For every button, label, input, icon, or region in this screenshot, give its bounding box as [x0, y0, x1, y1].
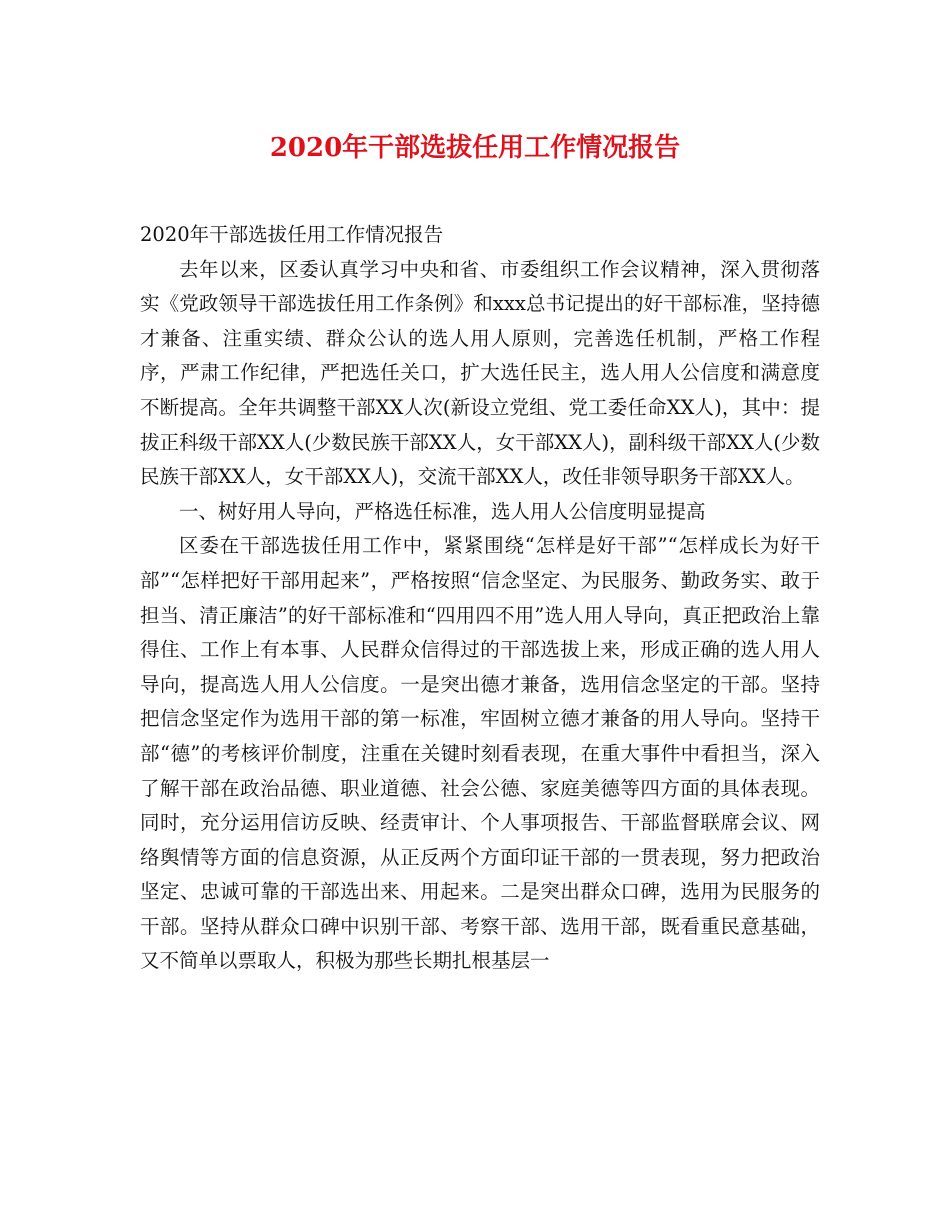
paragraph-intro: 去年以来，区委认真学习中央和省、市委组织工作会议精神，深入贯彻落实《党政领导干部选拔任用工作条例》和xxx总书记提出的好干部标准，坚持德才兼备、注重实绩、群众公认的选人用人原则，完善选任机制，严格工作程序，严肃工作纪律，严把选任关口，扩大选任民主，选人用人公信度和满意度不断提高。全年共调整干部XX人次(新设立党组、党工委任命XX人)，其中：提拔正科级干部XX人(少数民族干部XX人，女干部XX人)，副科级干部XX人(少数民族干部XX人，女干部XX人)，交流干部XX人，改任非领导职务干部XX人。 — [140, 257, 820, 489]
body-heading: 2020年干部选拔任用工作情况报告 — [140, 223, 444, 246]
section-heading-1: 一、树好用人导向，严格选任标准，选人用人公信度明显提高 — [179, 499, 706, 523]
paragraph-section-1: 区委在干部选拔任用工作中，紧紧围绕“怎样是好干部”“怎样成长为好干部”“怎样把好干部用起来”，严格按照“信念坚定、为民服务、勤政务实、敢于担当、清正廉洁”的好干部标准和“四用四不用”选人用人导向，真正把政治上靠得住、工作上有本事、人民群众信得过的干部选拔上来，形成正确的选人用人导向，提高选人用人公信度。一是突出德才兼备，选用信念坚定的干部。坚持把信念坚定作为选用干部的第一标准，牢固树立德才兼备的用人导向。坚持干部“德”的考核评价制度，注重在关键时刻看表现，在重大事件中看担当，深入了解干部在政治品德、职业道德、社会公德、家庭美德等四方面的具体表现。同时，充分运用信访反映、经责审计、个人事项报告、干部监督联席会议、网络舆情等方面的信息资源，从正反两个方面印证干部的一贯表现，努力把政治坚定、忠诚可靠的干部选出来、用起来。二是突出群众口碑，选用为民服务的干部。坚持从群众口碑中识别干部、考察干部、选用干部，既看重民意基础，又不简单以票取人，积极为那些长期扎根基层一 — [140, 534, 820, 973]
document-title: 2020年干部选拔任用工作情况报告 — [269, 133, 681, 163]
document-body — [140, 218, 820, 979]
